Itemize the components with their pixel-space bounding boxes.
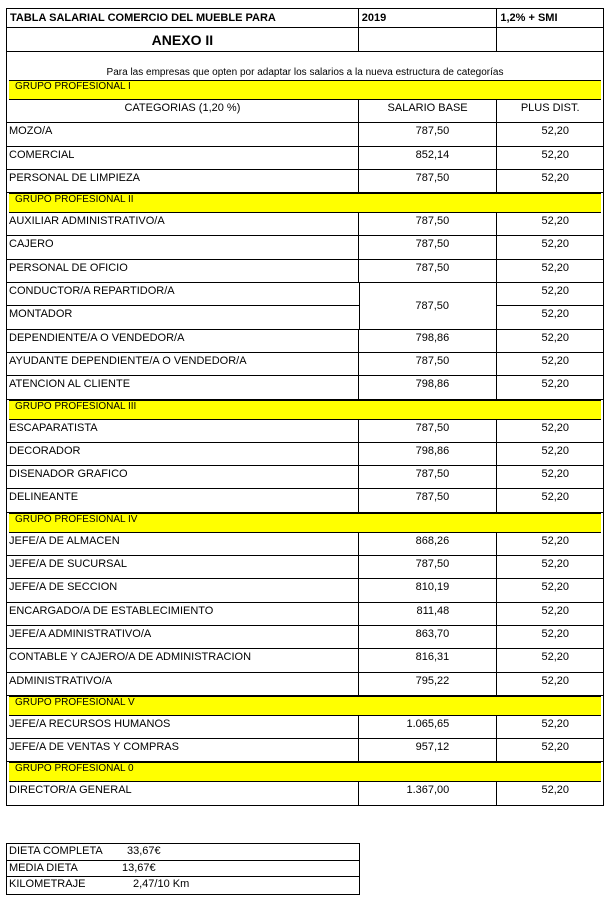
group-header: GRUPO PROFESIONAL I: [9, 80, 601, 100]
category-cell: DISENADOR GRAFICO: [7, 466, 359, 488]
allowance-value: 33,67€: [127, 845, 161, 857]
table-row: [7, 260, 603, 283]
salary-cell: 787,50: [359, 236, 498, 258]
table-row: [7, 213, 603, 236]
salary-cell: 787,50: [359, 489, 498, 511]
category-cell: JEFE/A DE SUCURSAL: [7, 556, 359, 578]
category-cell: JEFE/A ADMINISTRATIVO/A: [7, 626, 359, 648]
allowance-value: 2,47/10 Km: [133, 878, 190, 890]
year-cell: 2019: [359, 9, 498, 27]
table-row: [7, 603, 603, 626]
table-row: [7, 330, 603, 353]
plus-cell: 52,20: [541, 558, 569, 571]
category-cell: DELINEANTE: [7, 489, 359, 511]
plus-cell: 52,20: [541, 421, 569, 434]
plus-cell: 52,20: [541, 741, 569, 754]
plus-cell: 52,20: [541, 308, 569, 321]
category-cell: MONTADOR: [7, 306, 360, 328]
table-row: [7, 170, 603, 193]
salary-cell-merged: 787,50: [360, 283, 497, 330]
annex-row: [6, 28, 604, 52]
plus-cell: 52,20: [541, 651, 569, 664]
table-row: [7, 782, 603, 805]
plus-cell: 52,20: [541, 627, 569, 640]
table-row: [7, 283, 360, 306]
column-header-category: CATEGORIAS (1,20 %): [7, 100, 359, 122]
table-row: [7, 123, 603, 146]
category-cell: ENCARGADO/A DE ESTABLECIMIENTO: [7, 603, 359, 625]
plus-cell: 52,20: [541, 238, 569, 251]
allowances-table: [6, 843, 360, 895]
table-row: [7, 353, 603, 376]
plus-cell: 52,20: [541, 148, 569, 161]
salary-cell: 787,50: [359, 420, 498, 442]
table-row: [497, 306, 603, 329]
category-cell: JEFE/A DE ALMACEN: [7, 533, 359, 555]
plus-cell: 52,20: [541, 581, 569, 594]
category-cell: AUXILIAR ADMINISTRATIVO/A: [7, 213, 359, 235]
plus-cell: 52,20: [541, 674, 569, 687]
group-header: GRUPO PROFESIONAL 0: [9, 762, 601, 782]
salary-cell: 1.065,65: [359, 716, 498, 738]
title-row: [6, 8, 604, 28]
annex-title: ANEXO II: [7, 28, 359, 51]
adaptation-note: Para las empresas que opten por adaptar los salarios a la nueva estructura de categorías: [6, 52, 604, 80]
table-row: [7, 147, 603, 170]
table-row: [7, 443, 603, 466]
plus-cell: 52,20: [541, 285, 569, 298]
salary-table: [6, 80, 604, 806]
plus-cell: 52,20: [541, 378, 569, 391]
salary-cell: 795,22: [359, 673, 498, 695]
allowance-row: [7, 844, 359, 861]
plus-cell: 52,20: [541, 784, 569, 797]
group-header: GRUPO PROFESIONAL II: [9, 193, 601, 213]
allowance-row: [7, 861, 359, 878]
table-title: TABLA SALARIAL COMERCIO DEL MUEBLE PARA: [7, 9, 359, 27]
plus-cell: 52,20: [541, 354, 569, 367]
plus-cell: 52,20: [541, 261, 569, 274]
plus-cell: 52,20: [541, 125, 569, 138]
salary-cell: 798,86: [359, 376, 498, 398]
salary-cell: 811,48: [359, 603, 498, 625]
salary-cell: 868,26: [359, 533, 498, 555]
plus-cell: 52,20: [541, 171, 569, 184]
increase-cell: 1,2% + SMI: [500, 12, 558, 24]
plus-cell: 52,20: [541, 331, 569, 344]
category-cell: JEFE/A DE VENTAS Y COMPRAS: [7, 739, 359, 761]
salary-cell: 816,31: [359, 649, 498, 671]
salary-cell: 787,50: [359, 466, 498, 488]
column-header-salary: SALARIO BASE: [359, 100, 498, 122]
plus-cell: 52,20: [541, 444, 569, 457]
merged-categories: [7, 283, 360, 330]
allowance-label: MEDIA DIETA: [9, 861, 78, 874]
allowance-row: [7, 877, 359, 894]
category-cell: CONTABLE Y CAJERO/A DE ADMINISTRACION: [7, 649, 359, 671]
plus-cell: 52,20: [541, 534, 569, 547]
category-cell: JEFE/A RECURSOS HUMANOS: [7, 716, 359, 738]
table-row: [7, 306, 360, 329]
category-cell: PERSONAL DE OFICIO: [7, 260, 359, 282]
plus-cell: 52,20: [541, 468, 569, 481]
table-row: [7, 466, 603, 489]
table-row: [7, 556, 603, 579]
merged-plus: [497, 283, 603, 330]
annex-empty-cell: [497, 28, 603, 51]
group-header: GRUPO PROFESIONAL V: [9, 696, 601, 716]
plus-cell: 52,20: [541, 491, 569, 504]
salary-cell: 787,50: [359, 123, 498, 145]
table-row: [7, 716, 603, 739]
plus-cell: 52,20: [541, 604, 569, 617]
plus-cell: 52,20: [541, 215, 569, 228]
table-row: [7, 673, 603, 696]
allowance-label: KILOMETRAJE: [9, 878, 86, 890]
group-header: GRUPO PROFESIONAL III: [9, 400, 601, 420]
category-cell: JEFE/A DE SECCION: [7, 579, 359, 601]
annex-empty-cell: [359, 28, 498, 51]
table-row: [7, 489, 603, 512]
salary-cell: 798,86: [359, 330, 498, 352]
category-cell: CONDUCTOR/A REPARTIDOR/A: [7, 283, 360, 305]
category-cell: ESCAPARATISTA: [7, 420, 359, 442]
salary-cell: 787,50: [359, 353, 498, 375]
group-header: GRUPO PROFESIONAL IV: [9, 513, 601, 533]
salary-cell: 787,50: [359, 213, 498, 235]
category-cell: AYUDANTE DEPENDIENTE/A O VENDEDOR/A: [7, 353, 359, 375]
category-cell: DIRECTOR/A GENERAL: [7, 782, 359, 804]
category-cell: DEPENDIENTE/A O VENDEDOR/A: [7, 330, 359, 352]
category-cell: ADMINISTRATIVO/A: [7, 673, 359, 695]
salary-cell: 787,50: [359, 170, 498, 192]
category-cell: CAJERO: [7, 236, 359, 258]
table-row: [7, 533, 603, 556]
table-row: [7, 649, 603, 672]
salary-table-sheet: [6, 8, 604, 806]
column-header-plus: PLUS DIST.: [520, 102, 580, 114]
table-row: [7, 376, 603, 399]
salary-cell: 787,50: [359, 556, 498, 578]
category-cell: ATENCION AL CLIENTE: [7, 376, 359, 398]
table-row: [7, 236, 603, 259]
salary-cell: 863,70: [359, 626, 498, 648]
category-cell: DECORADOR: [7, 443, 359, 465]
column-header-row: [7, 100, 603, 123]
salary-cell: 852,14: [359, 147, 498, 169]
table-row: [497, 283, 603, 306]
category-cell: PERSONAL DE LIMPIEZA: [7, 170, 359, 192]
plus-cell: 52,20: [541, 717, 569, 730]
salary-cell: 957,12: [359, 739, 498, 761]
allowance-label: DIETA COMPLETA: [9, 845, 103, 857]
category-cell: COMERCIAL: [7, 147, 359, 169]
allowance-value: 13,67€: [122, 861, 156, 874]
table-row: [7, 420, 603, 443]
table-row: [7, 739, 603, 762]
salary-cell: 798,86: [359, 443, 498, 465]
salary-cell: 810,19: [359, 579, 498, 601]
merged-row-pair: [7, 283, 603, 330]
salary-cell: 1.367,00: [359, 782, 498, 804]
table-row: [7, 579, 603, 602]
category-cell: MOZO/A: [7, 123, 359, 145]
table-row: [7, 626, 603, 649]
salary-cell: 787,50: [359, 260, 498, 282]
